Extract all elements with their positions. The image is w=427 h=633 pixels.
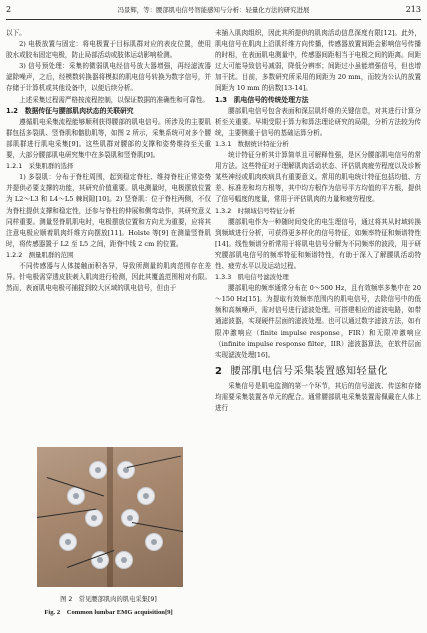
electrode-pad <box>137 487 155 505</box>
electrode-pad <box>89 461 107 479</box>
electrode-pad <box>145 533 163 551</box>
right-column <box>215 28 421 414</box>
figure-2-lumbar-emg-photo <box>37 447 183 587</box>
running-title: 冯景辉，等：腰部肌电信号智能感知与分析：轻量化方法的研究进展 <box>117 6 310 14</box>
electrode-pad <box>115 551 133 569</box>
page-header <box>0 0 427 22</box>
electrode-pad <box>121 509 139 527</box>
body-paragraph: 不同传感器与人体接触面积各异，导致所测量的肌肉范围存在差异。针电极需穿透皮肤刺入肌肉进行检测，因此其覆盖范围相对有限。然而，表面肌电电极可捕捉到较大区域的肌电信号，但由于 <box>6 261 211 293</box>
body-paragraph: 以下。 <box>6 29 26 37</box>
body-paragraph: 统计特征分析其计算简单且可解释性强，是区分腰部肌电信号的常用方法。这些特征对于理解肌肉活动状态、评估肌肉疲劳程度以及诊断某些神经或肌肉疾病具有重要意义。常用的肌电统计特征包括均值、方差、标准差和均方根等，其中均方根作为信号平方均值的平方根，提供了信号幅度的度量，常用于评估肌肉的力量和疲劳程度。 <box>215 151 421 204</box>
section-heading <box>215 365 421 379</box>
section-title: 腰部肌电信号采集装置感知轻量化 <box>230 365 388 377</box>
body-paragraph: 腰部肌电的频率通常分布在 0～500 Hz，且有效频率多集中在 20～150 Hz[15]。为提取有效频率范围内的肌电信号，去除信号中的低频和高频噪声，需对信号进行滤波处理。可搭建相应的滤波电路，如带通滤波器，实现硬件层面的滤波处理。也可以通过数字滤波方法，如有限冲激响应（finite impulse response，FIR）和无限冲激响应（infinite impulse response filter，IIR）滤波器算法，在软件层面实现滤波处理[16]。 <box>215 284 421 359</box>
lead-wire <box>132 522 183 533</box>
subsubsection-heading: 1.2.1 采集肌群的选择 <box>6 162 74 171</box>
spine-shading <box>107 447 113 587</box>
figure-caption-english: Fig. 2 Common lumbar EMG acquisition[9] <box>44 609 173 616</box>
body-paragraph: 采集信号是肌电监测的第一个环节，其后的信号滤波、传送和存储均需要采集装置各单元的配合。通常腰部肌电采集装置需佩戴在人体上进行 <box>215 381 421 412</box>
subsubsection-heading: 1.3.1 数据统计特征分析 <box>215 139 289 148</box>
page-number-right: 213 <box>405 5 421 14</box>
subsubsection-heading: 1.3.2 时频域信号特征分析 <box>215 206 296 215</box>
body-paragraph: 3) 信号预处理：采集的微弱肌电经信号放大器增强，再经滤波器滤除噪声，之后，经模数转换器将模拟的肌电信号转换为数字信号，并存储于计算机或其他设备中，以便后续分析。 <box>6 62 211 93</box>
electrode-pad <box>117 461 135 479</box>
header-rule <box>6 19 421 20</box>
subsubsection-heading: 1.3.3 肌电信号滤波处理 <box>215 273 289 282</box>
lead-wire <box>127 456 181 469</box>
body-paragraph: 遵循肌电采集流程能够顺利获得腰部的肌电信号。所涉及的主要肌群包括多裂肌、竖脊肌和髂肋肌等，如图 2 所示，采集系统可对多个腰部肌群进行肌电采集[9]。这些肌群对腰部的支撑和姿势维持至关重要，大部分腰部肌电研究集中在多裂肌和竖脊肌[9]。 <box>6 117 211 160</box>
body-paragraph: 未插入肌肉组织，因此其所提供的肌肉活动信息深度有限[12]。此外，肌电信号在肌肉上沿肌纤维方向传播，传感器放置间距会影响信号传播的时相，在表面肌电测量中，传感器间距相当于电极之间的距离。间距过大可能导致信号减弱，降低分辨率；间距过小虽能增强信号，但也增加干扰。目前，多数研究所采用的间距为 20 mm，而较为公认的放置间距为 10 mm 的倍数[13-14]。 <box>215 29 421 93</box>
subsubsection-heading: 1.2.2 测量肌群的范围 <box>6 250 74 259</box>
left-column <box>6 28 211 294</box>
body-paragraph: 腰部肌电作为一种随时间变化的电生理信号，通过将其从时域转换到频域进行分析，可获得更多样化的信号特征，如频率特征和频谱特性[14]。线性频谱分析常用于将肌电信号分解为不同频率的波段，用于研究腰部肌电信号的频率特征和频谱特性，有助于深入了解腰肌活动特性、疲劳水平以及运动过程。 <box>215 217 421 270</box>
subsection-heading: 1.2 数据传征与腰部肌肉状态的关联研究 <box>6 106 134 115</box>
figure-caption-chinese: 图 2 常见腰部肌肉的肌电采集[9] <box>60 596 157 603</box>
body-paragraph: 腰部肌电信号包含表面和深层肌纤维的关键信息，对其进行计算分析至关重要。早期受限于算力和算法理论研究的局限，分析方法较为传统，主要侧重于信号的基础运算分析。 <box>215 106 421 137</box>
electrode-pad <box>85 509 103 527</box>
body-paragraph: 上述采集过程需严格按流程控制，以保证数据的准确性和可靠性。 <box>19 95 209 104</box>
subsection-heading: 1.3 肌电信号的传统处理方法 <box>215 95 309 104</box>
body-paragraph: 2) 电极放置与固定：将电极置于目标肌群对应的表皮位置，使用胶水或胶布固定电极，防止局部活动或肢体运动影响检测。 <box>6 40 211 60</box>
section-number: 2 <box>215 365 223 377</box>
page-number-left: 2 <box>6 5 12 14</box>
electrode-pad <box>59 533 77 551</box>
body-paragraph: 1) 多裂肌：分布于脊柱周围，起到稳定脊柱、维持脊柱正常姿势并提供必要支撑的功能，其研究价值重要。肌电测量时，电极摆放位置为 L2～L3 和 L4～L5 棘间隙[10]。2) 竖脊肌：位于脊柱两侧，不仅为脊柱提供支撑和稳定性，还参与脊柱的伸展和侧弯动作，其研究意义同样重要。测量竖脊肌肌电时，电极摆放位置和方向尤为重要，应将其注意电极应顺着肌肉纤维方向摆放[11]。Holste 等[9] 在测量竖脊肌时，将传感器置于 L2 至 L5 之间，距脊中线 2 cm 的位置。 <box>6 173 211 248</box>
